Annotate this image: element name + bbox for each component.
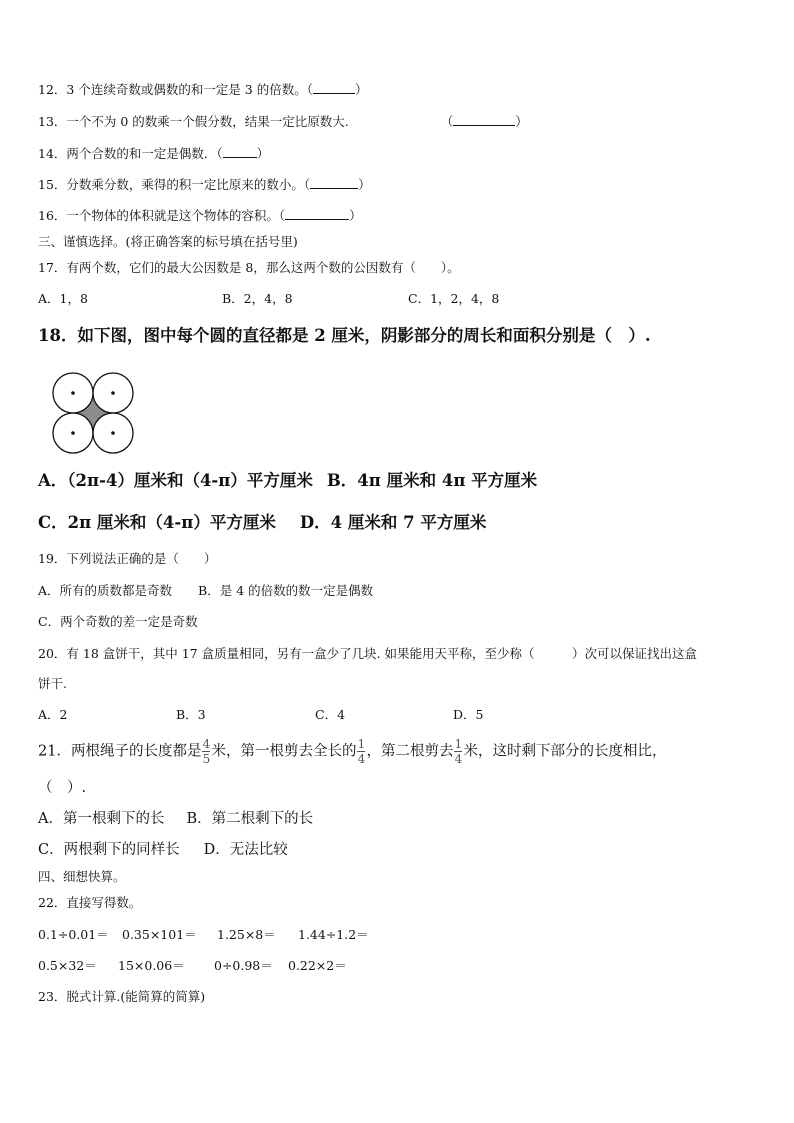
fraction-one-quarter-meter <box>454 738 462 765</box>
section-3-heading: 三、谨慎选择。(将正确答案的标号填在括号里) <box>38 234 298 249</box>
calc-item: 0.22×2＝ <box>288 958 347 973</box>
option-21-d[interactable]: D．无法比较 <box>203 842 288 858</box>
question-17-text: 17．有两个数，它们的最大公因数是 8，那么这两个数的公因数有（ ）。 <box>38 260 460 275</box>
fraction-one-quarter <box>357 738 365 765</box>
question-15 <box>38 176 371 194</box>
question-19-options-row1 <box>38 582 373 600</box>
question-20-text-line2: 饼干. <box>38 676 67 691</box>
question-14-text: 14．两个合数的和一定是偶数．（ <box>38 146 223 161</box>
question-13-open: （ <box>440 114 454 129</box>
fraction-denominator: 5 <box>202 752 211 766</box>
fraction-numerator: 1 <box>454 737 463 751</box>
fraction-numerator: 4 <box>202 737 211 751</box>
center-dot <box>111 431 115 435</box>
option-17-b[interactable]: B．2，4，8 <box>222 291 293 306</box>
calc-item: 1.44÷1.2＝ <box>298 927 369 942</box>
option-18-b[interactable]: B．4π 厘米和 4π 平方厘米 <box>326 471 538 490</box>
calc-item: 15×0.06＝ <box>118 958 185 973</box>
question-12-text: 12．3 个连续奇数或偶数的和一定是 3 的倍数。（ <box>38 82 313 97</box>
question-18-options-row1 <box>38 469 537 493</box>
question-21-options-row1 <box>38 809 313 829</box>
question-22-text: 22．直接写得数。 <box>38 895 142 910</box>
answer-blank-12[interactable] <box>313 81 355 94</box>
fraction-denominator: 4 <box>454 752 463 766</box>
option-21-a[interactable]: A．第一根剩下的长 <box>38 811 165 827</box>
question-21-options-row2 <box>38 840 288 860</box>
answer-blank-16[interactable] <box>285 207 349 220</box>
four-circles-diagram <box>52 372 134 454</box>
option-17-a[interactable]: A．1，8 <box>38 291 88 306</box>
four-circles-figure <box>52 372 134 458</box>
question-23-text: 23．脱式计算.(能简算的简算) <box>38 989 206 1004</box>
question-21-line2: （ ）. <box>38 780 87 796</box>
option-20-b[interactable]: B．3 <box>176 707 206 722</box>
option-20-d[interactable]: D．5 <box>453 707 484 722</box>
question-21-part2: 米，第一根剪去全长的 <box>211 743 357 760</box>
answer-blank-13[interactable] <box>453 113 515 126</box>
question-19-options-row2 <box>38 613 198 631</box>
question-12 <box>38 81 368 99</box>
question-14-close: ） <box>256 146 270 161</box>
answer-blank-14[interactable] <box>223 145 257 158</box>
shaded-region <box>73 393 113 433</box>
calc-item: 0.1÷0.01＝ <box>38 927 109 942</box>
fraction-four-fifths <box>202 738 210 765</box>
section-4-heading: 四、细想快算。 <box>38 869 126 884</box>
question-14 <box>38 145 269 163</box>
question-21-part1: 21．两根绳子的长度都是 <box>38 743 202 760</box>
question-20-text-line1: 20．有 18 盒饼干，其中 17 盒质量相同，另有一盒少了几块. 如果能用天平称，至少称（ ）次可以保证找出这盒 <box>38 646 698 661</box>
question-16-text: 16．一个物体的体积就是这个物体的容积。（ <box>38 208 286 223</box>
question-15-close: ） <box>358 177 371 192</box>
calc-item: 1.25×8＝ <box>217 927 276 942</box>
option-20-c[interactable]: C．4 <box>315 707 346 722</box>
calc-item: 0.5×32＝ <box>38 958 97 973</box>
question-16 <box>38 207 362 225</box>
fraction-denominator: 4 <box>357 752 366 766</box>
center-dot <box>111 391 115 395</box>
question-19-text: 19．下列说法正确的是（ ） <box>38 551 217 566</box>
question-18-options-row2 <box>38 511 486 535</box>
fraction-numerator: 1 <box>357 737 366 751</box>
question-15-text: 15．分数乘分数，乘得的积一定比原来的数小。（ <box>38 177 311 192</box>
option-21-c[interactable]: C．两根剩下的同样长 <box>38 842 180 858</box>
option-19-b[interactable]: B．是 4 的倍数的数一定是偶数 <box>198 583 374 598</box>
option-19-c[interactable]: C．两个奇数的差一定是奇数 <box>38 614 198 629</box>
center-dot <box>71 431 75 435</box>
option-21-b[interactable]: B．第二根剩下的长 <box>186 811 314 827</box>
question-16-close: ） <box>349 208 362 223</box>
answer-blank-15[interactable] <box>310 176 358 189</box>
question-13-text: 13．一个不为 0 的数乘一个假分数，结果一定比原数大. <box>38 114 349 129</box>
question-13 <box>38 113 528 131</box>
calc-item: 0.35×101＝ <box>122 927 197 942</box>
question-21-part4: 米，这时剩下部分的长度相比， <box>463 743 667 760</box>
question-18-text: 18．如下图，图中每个圆的直径都是 2 厘米，阴影部分的周长和面积分别是（ ）. <box>38 326 651 345</box>
option-19-a[interactable]: A．所有的质数都是奇数 <box>38 583 173 598</box>
option-20-a[interactable]: A．2 <box>38 707 68 722</box>
option-18-d[interactable]: D．4 厘米和 7 平方厘米 <box>299 513 487 532</box>
option-18-c[interactable]: C．2π 厘米和（4-π）平方厘米 <box>38 513 276 532</box>
question-12-close: ） <box>354 82 368 97</box>
option-18-a[interactable]: A．（2π-4）厘米和（4-π）平方厘米 <box>38 471 313 490</box>
question-13-close: ） <box>515 114 528 129</box>
calc-item: 0÷0.98＝ <box>214 958 273 973</box>
question-21-text <box>38 738 666 765</box>
center-dot <box>71 391 75 395</box>
option-17-c[interactable]: C．1，2，4，8 <box>408 291 500 306</box>
question-21-part3: ，第二根剪去 <box>366 743 454 760</box>
